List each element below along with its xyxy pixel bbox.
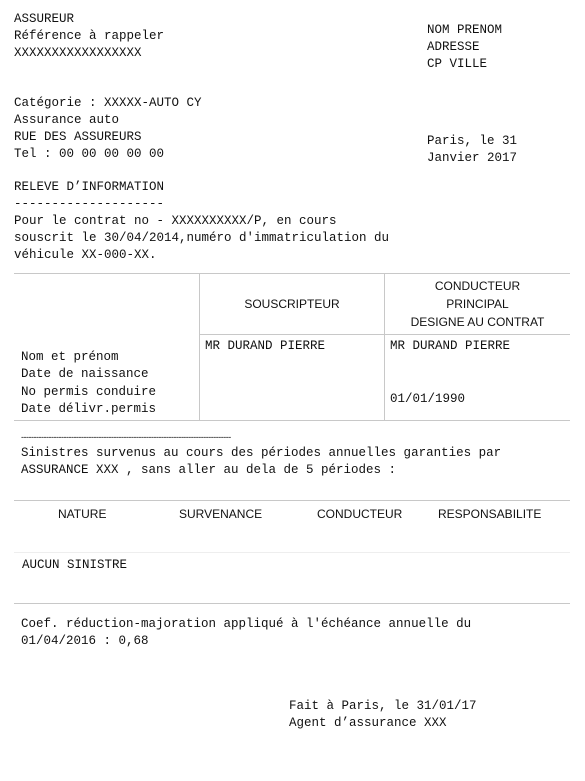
coefficient-line-2: 01/04/2016 : 0,68 <box>21 634 149 648</box>
reference-value: XXXXXXXXXXXXXXXXX <box>14 46 142 60</box>
col-header-driver-2: PRINCIPAL <box>446 297 509 311</box>
insurer-street: RUE DES ASSUREURS <box>14 130 142 144</box>
driver-name: MR DURAND PIERRE <box>390 339 511 353</box>
reference-label: Référence à rappeler <box>14 29 165 43</box>
statement-title: RELEVE D’INFORMATION <box>14 180 165 194</box>
claims-table-top-border <box>14 500 570 501</box>
recipient-city: CP VILLE <box>427 57 488 71</box>
claims-header-occurrence: SURVENANCE <box>179 507 263 521</box>
claims-separator: ------------------------------------------------------------------------------------ <box>21 433 231 442</box>
insurer-phone: Tel : 00 00 00 00 00 <box>14 147 165 161</box>
date-line-1: Paris, le 31 <box>427 134 518 148</box>
claims-header-nature: NATURE <box>58 507 107 521</box>
recipient-name: NOM PRENOM <box>427 23 503 37</box>
claims-intro-line-1: Sinistres survenus au cours des périodes annuelles garanties par <box>21 446 502 460</box>
signature-line-1: Fait à Paris, le 31/01/17 <box>289 699 477 713</box>
statement-underline: -------------------- <box>14 197 165 211</box>
statement-intro-line-3: véhicule XX-000-XX. <box>14 248 157 262</box>
statement-intro-line-1: Pour le contrat no - XXXXXXXXXX/P, en cours <box>14 214 337 228</box>
date-line-2: Janvier 2017 <box>427 151 518 165</box>
signature-line-2: Agent d’assurance XXX <box>289 716 447 730</box>
table-bottom-border <box>14 420 570 421</box>
col-header-subscriber: SOUSCRIPTEUR <box>244 297 340 311</box>
insurer-type: Assurance auto <box>14 113 120 127</box>
statement-intro-line-2: souscrit le 30/04/2014,numéro d'immatriculation du <box>14 231 390 245</box>
claims-none: AUCUN SINISTRE <box>22 558 128 572</box>
subscriber-name: MR DURAND PIERRE <box>205 339 326 353</box>
col-header-driver-3: DESIGNE AU CONTRAT <box>410 315 545 329</box>
row-label-permit-number: No permis conduire <box>21 385 157 399</box>
recipient-address: ADRESSE <box>427 40 480 54</box>
coefficient-line-1: Coef. réduction-majoration appliqué à l'échéance annuelle du <box>21 617 472 631</box>
claims-intro-line-2: ASSURANCE XXX , sans aller au dela de 5 périodes : <box>21 463 397 477</box>
table-top-border <box>14 273 570 274</box>
claims-table-row-border <box>14 552 570 553</box>
claims-header-driver: CONDUCTEUR <box>317 507 403 521</box>
claims-table-bottom-border <box>14 603 570 604</box>
sender-name: ASSUREUR <box>14 12 75 26</box>
claims-header-responsibility: RESPONSABILITE <box>438 507 542 521</box>
driver-permit-date: 01/01/1990 <box>390 392 466 406</box>
col-header-driver-1: CONDUCTEUR <box>434 279 521 293</box>
insurer-category: Catégorie : XXXXX-AUTO CY <box>14 96 202 110</box>
row-label-birthdate: Date de naissance <box>21 367 149 381</box>
row-label-name: Nom et prénom <box>21 350 119 364</box>
row-label-permit-date: Date délivr.permis <box>21 402 157 416</box>
